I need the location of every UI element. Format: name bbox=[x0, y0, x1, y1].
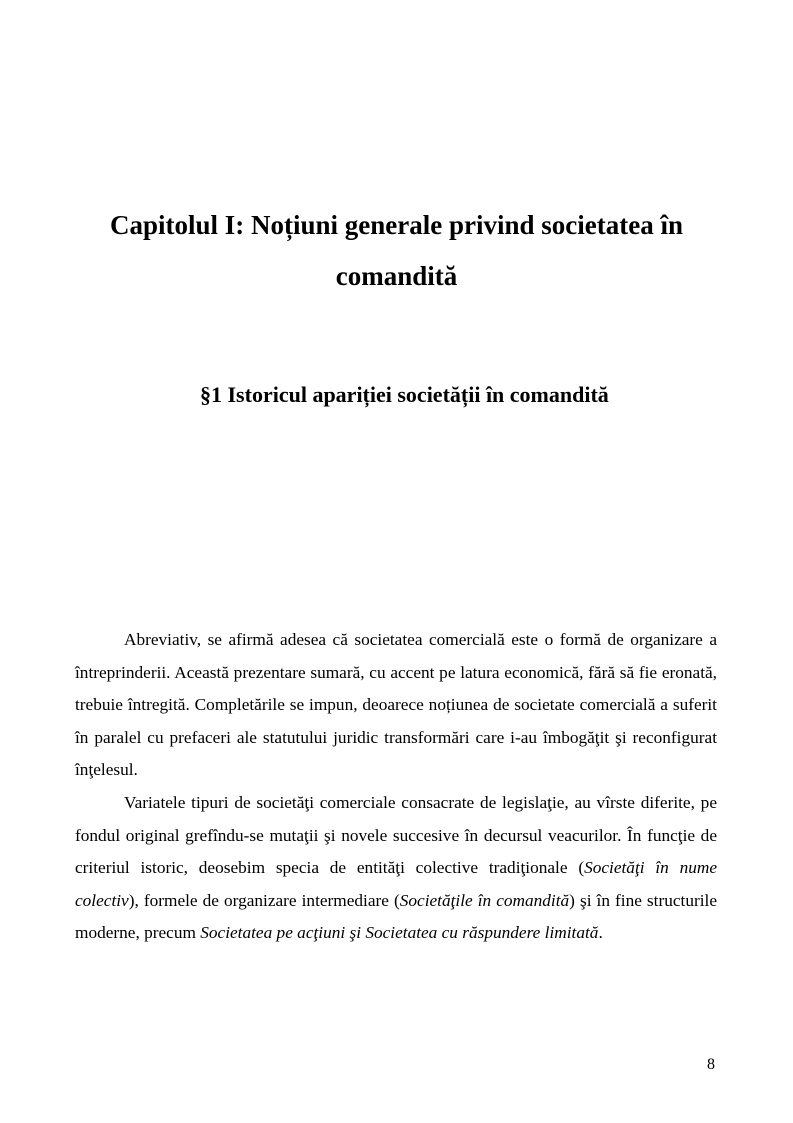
chapter-title-line-2: comandită bbox=[335, 261, 458, 291]
page-number: 8 bbox=[707, 1056, 715, 1073]
paragraph-2-italic-2: Societăţile în comandită bbox=[399, 890, 570, 910]
paragraph-2 bbox=[75, 787, 717, 950]
paragraph-2-text-1: Variatele tipuri de societăţi comerciale consacrate de legislaţie, au vîrste diferite, pe fondul original grefîndu-se mutaţii şi novele succesive în decursul veacurilor. În funcţie de criteriul istoric, deosebim specia de entităţi colective tradiţionale ( bbox=[75, 792, 717, 878]
paragraph-2-italic-1: Societăţi în nume colectiv bbox=[75, 858, 718, 910]
paragraph-1: Abreviativ, se afirmă adesea că societatea comercială este o formă de organizare a întreprinderii. Această prezentare sumară, cu accent pe latura economică, fără să fie eronată, trebuie întregită. Completările se impun, deoarece noțiunea de societate comercială a suferit în paralel cu prefaceri ale statutului juridic transformări care i-au îmbogăţit şi reconfigurat înţelesul. bbox=[75, 630, 717, 780]
paragraph-2-text-3: ) şi în fine structurile moderne, precum bbox=[75, 890, 717, 943]
section-title: §1 Istoricul apariției societății în comandită bbox=[200, 382, 609, 407]
paragraph-2-text-2: ), formele de organizare intermediare ( bbox=[128, 890, 400, 910]
chapter-title bbox=[100, 200, 693, 302]
paragraph-2-text-4: . bbox=[598, 923, 603, 943]
chapter-title-line-1: Capitolul I: Noțiuni generale privind societatea în bbox=[110, 210, 683, 240]
body-text bbox=[75, 624, 717, 950]
paragraph-2-italic-3: Societatea pe acţiuni şi Societatea cu răspundere limitată bbox=[200, 923, 599, 943]
